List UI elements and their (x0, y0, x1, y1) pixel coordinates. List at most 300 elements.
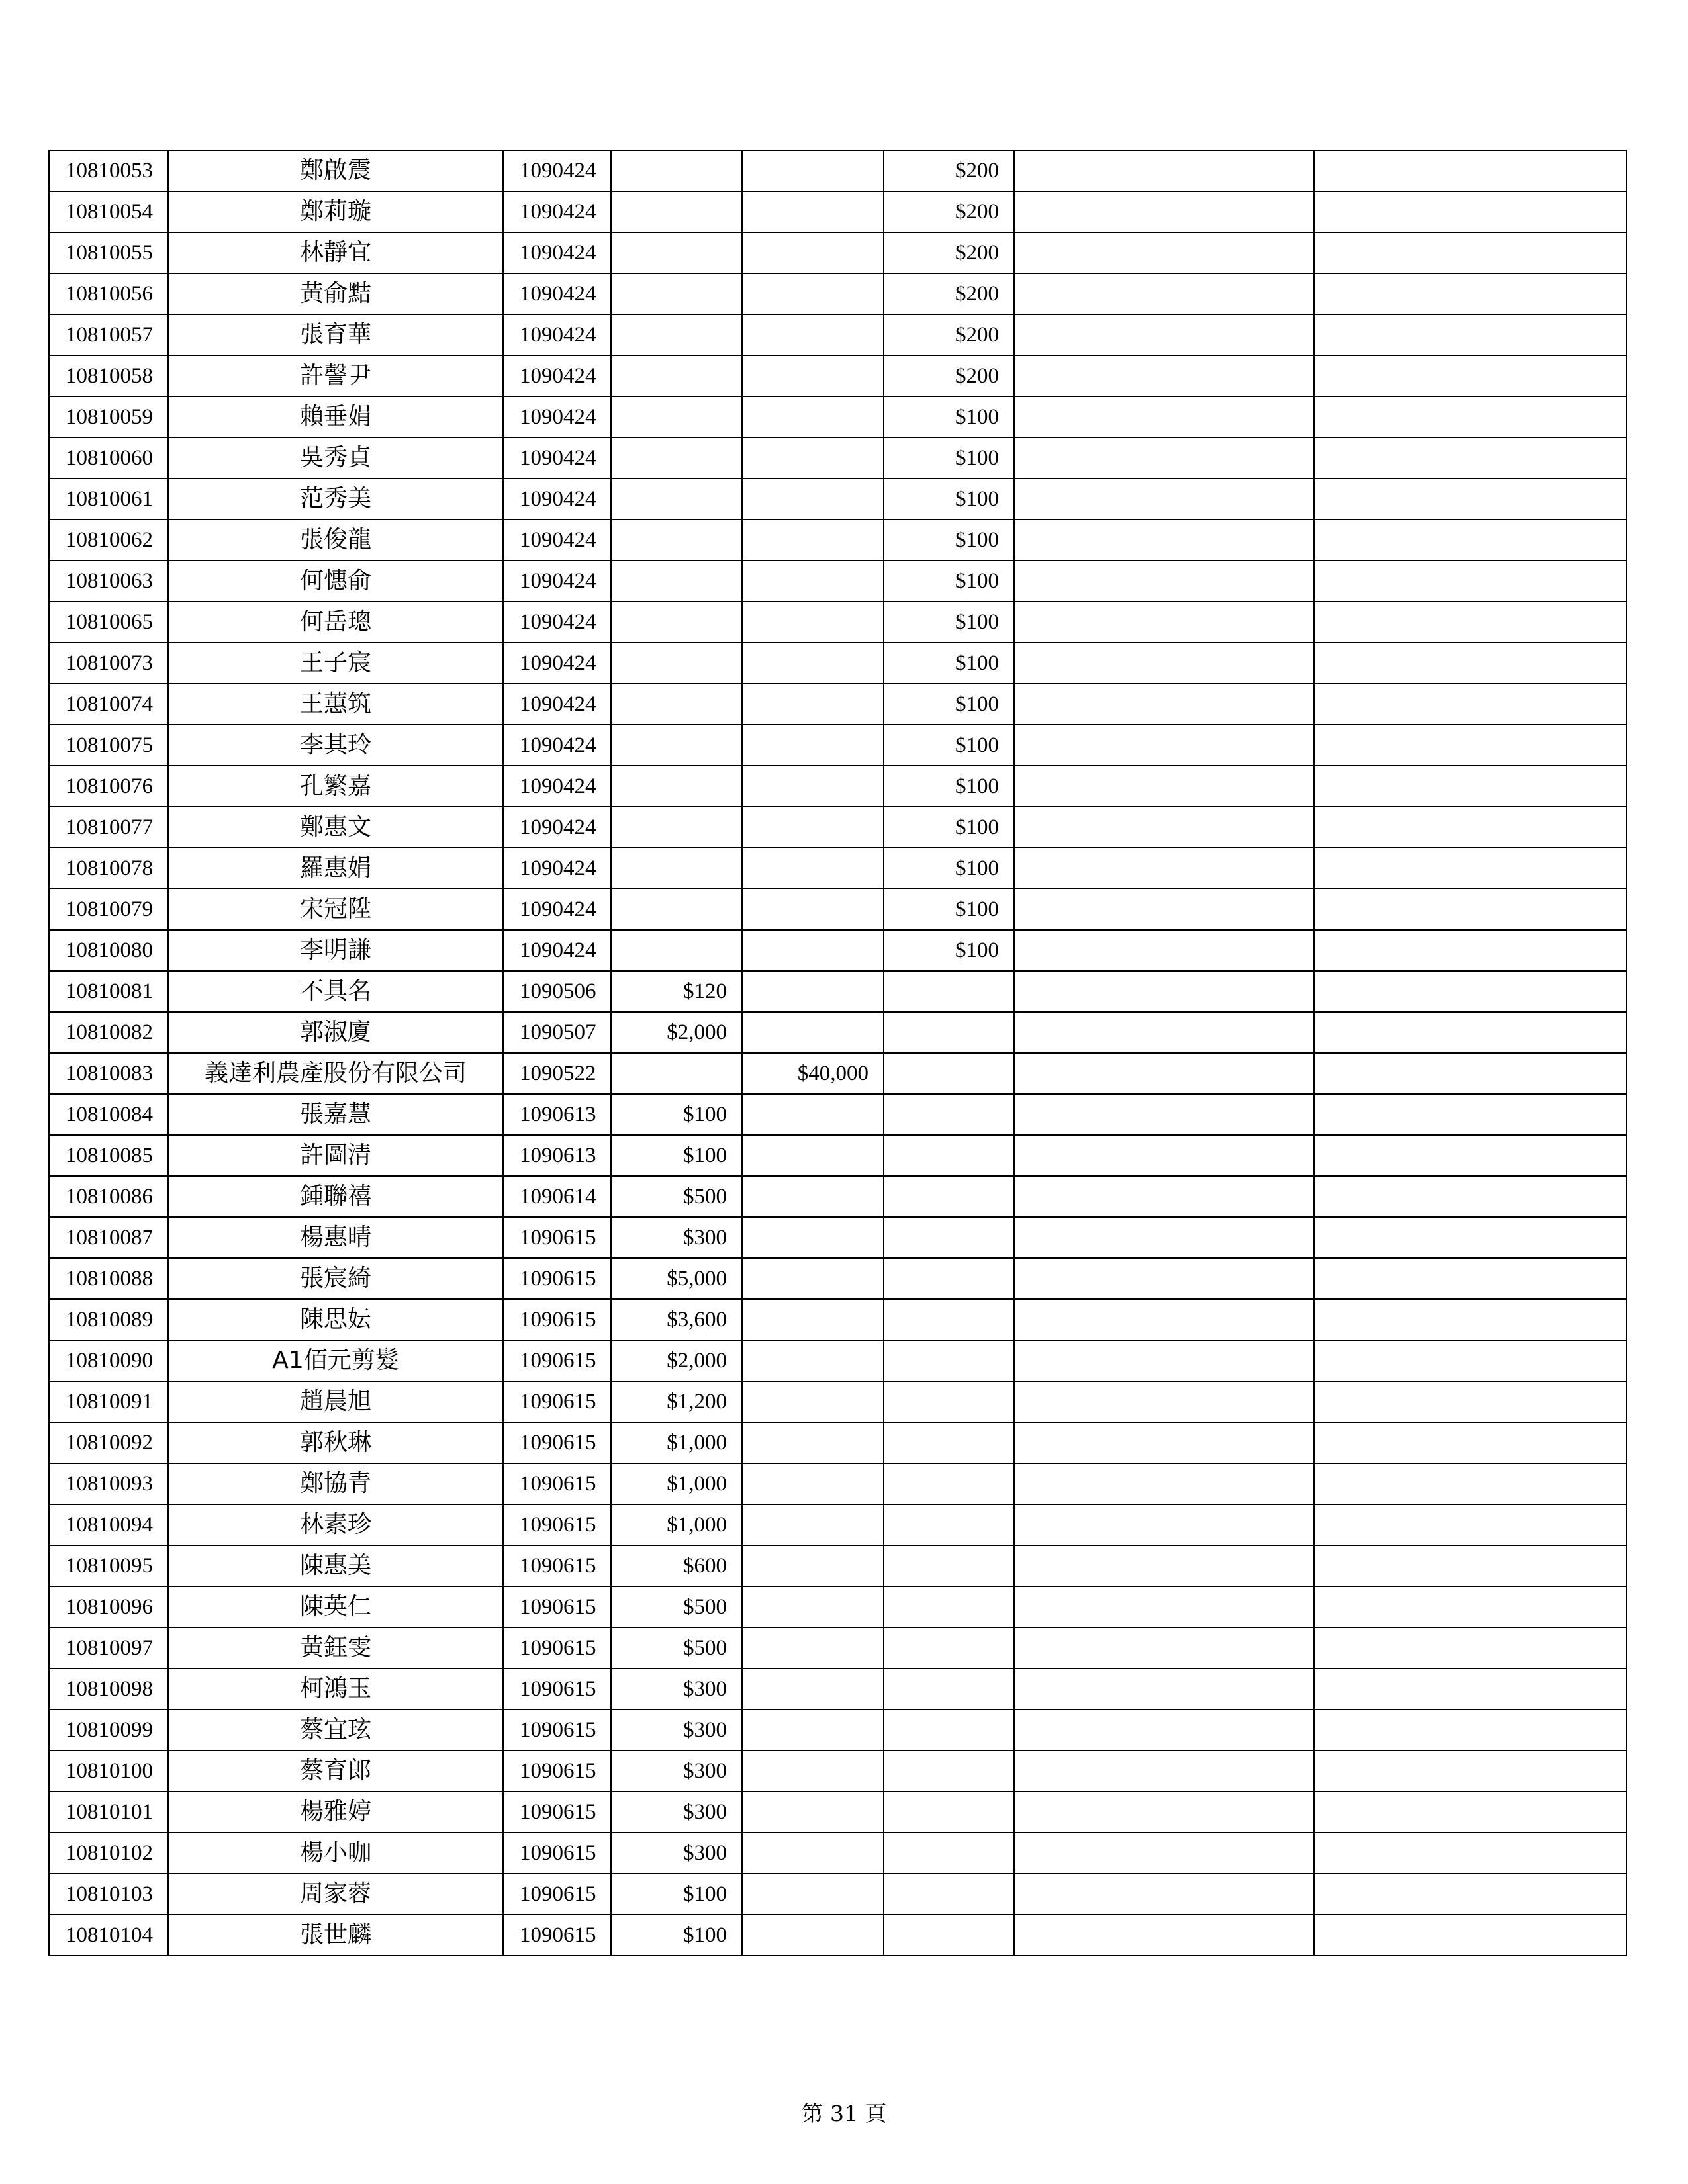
blank-cell-8 (1314, 396, 1626, 437)
cash-amount-cell (611, 396, 742, 437)
donor-name-cell: 柯鴻玉 (168, 1668, 503, 1709)
donor-name-cell: 蔡宜玹 (168, 1709, 503, 1751)
table-row (49, 561, 1626, 602)
blank-cell-7 (1014, 273, 1314, 314)
other-amount-cell: $200 (884, 314, 1014, 355)
donation-date-cell: 1090615 (503, 1504, 611, 1545)
transfer-amount-cell (742, 191, 884, 232)
cash-amount-cell: $1,000 (611, 1463, 742, 1504)
donation-date-cell: 1090424 (503, 561, 611, 602)
blank-cell-8 (1314, 602, 1626, 643)
table-row (49, 1504, 1626, 1545)
blank-cell-7 (1014, 889, 1314, 930)
cash-amount-cell: $100 (611, 1135, 742, 1176)
table-row (49, 1915, 1626, 1956)
table-row (49, 1545, 1626, 1586)
donation-date-cell: 1090613 (503, 1094, 611, 1135)
transfer-amount-cell: $40,000 (742, 1053, 884, 1094)
cash-amount-cell: $600 (611, 1545, 742, 1586)
blank-cell-8 (1314, 150, 1626, 191)
donor-name-cell: 義達利農產股份有限公司 (168, 1053, 503, 1094)
blank-cell-7 (1014, 355, 1314, 396)
blank-cell-8 (1314, 1135, 1626, 1176)
receipt-number-cell: 10810076 (49, 766, 168, 807)
blank-cell-7 (1014, 396, 1314, 437)
blank-cell-7 (1014, 684, 1314, 725)
donor-name-cell: 許圖清 (168, 1135, 503, 1176)
donation-date-cell: 1090615 (503, 1545, 611, 1586)
transfer-amount-cell (742, 1258, 884, 1299)
blank-cell-7 (1014, 643, 1314, 684)
donation-date-cell: 1090522 (503, 1053, 611, 1094)
blank-cell-8 (1314, 643, 1626, 684)
receipt-number-cell: 10810080 (49, 930, 168, 971)
donation-date-cell: 1090424 (503, 437, 611, 478)
blank-cell-8 (1314, 1915, 1626, 1956)
cash-amount-cell (611, 930, 742, 971)
donor-name-cell: 黃俞黠 (168, 273, 503, 314)
table-row (49, 1833, 1626, 1874)
donor-name-cell: 楊惠晴 (168, 1217, 503, 1258)
donor-name-cell: 范秀美 (168, 478, 503, 520)
receipt-number-cell: 10810089 (49, 1299, 168, 1340)
cash-amount-cell: $100 (611, 1874, 742, 1915)
transfer-amount-cell (742, 1586, 884, 1627)
cash-amount-cell: $1,000 (611, 1422, 742, 1463)
table-row (49, 1668, 1626, 1709)
cash-amount-cell: $300 (611, 1217, 742, 1258)
blank-cell-8 (1314, 1709, 1626, 1751)
transfer-amount-cell (742, 643, 884, 684)
table-row (49, 1340, 1626, 1381)
other-amount-cell (884, 1874, 1014, 1915)
transfer-amount-cell (742, 1915, 884, 1956)
table-row (49, 1094, 1626, 1135)
other-amount-cell (884, 1422, 1014, 1463)
blank-cell-8 (1314, 1299, 1626, 1340)
transfer-amount-cell (742, 1012, 884, 1053)
receipt-number-cell: 10810095 (49, 1545, 168, 1586)
blank-cell-8 (1314, 1874, 1626, 1915)
receipt-number-cell: 10810061 (49, 478, 168, 520)
donor-name-cell: 何憓俞 (168, 561, 503, 602)
receipt-number-cell: 10810102 (49, 1833, 168, 1874)
donor-name-cell: 吳秀貞 (168, 437, 503, 478)
receipt-number-cell: 10810065 (49, 602, 168, 643)
table-row (49, 1422, 1626, 1463)
cash-amount-cell: $1,000 (611, 1504, 742, 1545)
other-amount-cell (884, 1176, 1014, 1217)
other-amount-cell (884, 1381, 1014, 1422)
donation-date-cell: 1090424 (503, 889, 611, 930)
receipt-number-cell: 10810086 (49, 1176, 168, 1217)
transfer-amount-cell (742, 273, 884, 314)
donation-date-cell: 1090424 (503, 478, 611, 520)
cash-amount-cell (611, 478, 742, 520)
other-amount-cell: $100 (884, 602, 1014, 643)
blank-cell-7 (1014, 1792, 1314, 1833)
transfer-amount-cell (742, 725, 884, 766)
receipt-number-cell: 10810059 (49, 396, 168, 437)
blank-cell-7 (1014, 1751, 1314, 1792)
cash-amount-cell (611, 273, 742, 314)
blank-cell-7 (1014, 807, 1314, 848)
blank-cell-8 (1314, 1340, 1626, 1381)
cash-amount-cell (611, 725, 742, 766)
donor-name-cell: 李明謙 (168, 930, 503, 971)
donation-date-cell: 1090615 (503, 1915, 611, 1956)
transfer-amount-cell (742, 396, 884, 437)
donation-date-cell: 1090424 (503, 930, 611, 971)
blank-cell-8 (1314, 971, 1626, 1012)
other-amount-cell (884, 1915, 1014, 1956)
receipt-number-cell: 10810077 (49, 807, 168, 848)
transfer-amount-cell (742, 807, 884, 848)
cash-amount-cell: $1,200 (611, 1381, 742, 1422)
cash-amount-cell (611, 807, 742, 848)
donation-date-cell: 1090615 (503, 1833, 611, 1874)
table-row (49, 355, 1626, 396)
other-amount-cell: $100 (884, 807, 1014, 848)
cash-amount-cell: $300 (611, 1709, 742, 1751)
blank-cell-8 (1314, 1053, 1626, 1094)
donation-date-cell: 1090424 (503, 150, 611, 191)
cash-amount-cell: $300 (611, 1668, 742, 1709)
other-amount-cell (884, 1504, 1014, 1545)
blank-cell-7 (1014, 478, 1314, 520)
transfer-amount-cell (742, 684, 884, 725)
transfer-amount-cell (742, 971, 884, 1012)
other-amount-cell: $100 (884, 478, 1014, 520)
blank-cell-7 (1014, 1381, 1314, 1422)
donation-date-cell: 1090615 (503, 1381, 611, 1422)
cash-amount-cell: $100 (611, 1915, 742, 1956)
receipt-number-cell: 10810055 (49, 232, 168, 273)
blank-cell-7 (1014, 1135, 1314, 1176)
donor-name-cell: 張俊龍 (168, 520, 503, 561)
cash-amount-cell (611, 766, 742, 807)
blank-cell-7 (1014, 1217, 1314, 1258)
receipt-number-cell: 10810079 (49, 889, 168, 930)
other-amount-cell: $100 (884, 930, 1014, 971)
cash-amount-cell (611, 314, 742, 355)
table-row (49, 725, 1626, 766)
transfer-amount-cell (742, 1627, 884, 1668)
blank-cell-7 (1014, 1463, 1314, 1504)
donor-name-cell: 楊小咖 (168, 1833, 503, 1874)
table-row (49, 1381, 1626, 1422)
receipt-number-cell: 10810097 (49, 1627, 168, 1668)
cash-amount-cell: $5,000 (611, 1258, 742, 1299)
table-row (49, 766, 1626, 807)
table-row (49, 478, 1626, 520)
blank-cell-8 (1314, 1751, 1626, 1792)
other-amount-cell: $100 (884, 766, 1014, 807)
transfer-amount-cell (742, 1792, 884, 1833)
donation-date-cell: 1090507 (503, 1012, 611, 1053)
donor-name-cell: 林靜宜 (168, 232, 503, 273)
blank-cell-8 (1314, 1627, 1626, 1668)
donation-date-cell: 1090615 (503, 1792, 611, 1833)
other-amount-cell (884, 1217, 1014, 1258)
table-row (49, 1053, 1626, 1094)
receipt-number-cell: 10810098 (49, 1668, 168, 1709)
blank-cell-8 (1314, 1012, 1626, 1053)
table-row (49, 971, 1626, 1012)
table-row (49, 1463, 1626, 1504)
receipt-number-cell: 10810054 (49, 191, 168, 232)
donor-name-cell: 何岳璁 (168, 602, 503, 643)
transfer-amount-cell (742, 150, 884, 191)
transfer-amount-cell (742, 1504, 884, 1545)
table-row (49, 1258, 1626, 1299)
donation-date-cell: 1090424 (503, 807, 611, 848)
donor-name-cell: 林素珍 (168, 1504, 503, 1545)
blank-cell-7 (1014, 1709, 1314, 1751)
table-row (49, 314, 1626, 355)
cash-amount-cell (611, 520, 742, 561)
receipt-number-cell: 10810058 (49, 355, 168, 396)
receipt-number-cell: 10810074 (49, 684, 168, 725)
blank-cell-8 (1314, 1586, 1626, 1627)
other-amount-cell: $100 (884, 848, 1014, 889)
ledger-body (49, 150, 1626, 1956)
receipt-number-cell: 10810092 (49, 1422, 168, 1463)
receipt-number-cell: 10810094 (49, 1504, 168, 1545)
receipt-number-cell: 10810084 (49, 1094, 168, 1135)
other-amount-cell (884, 1258, 1014, 1299)
blank-cell-8 (1314, 232, 1626, 273)
other-amount-cell (884, 1340, 1014, 1381)
blank-cell-8 (1314, 314, 1626, 355)
donor-name-cell: 王蕙筑 (168, 684, 503, 725)
transfer-amount-cell (742, 437, 884, 478)
other-amount-cell: $100 (884, 643, 1014, 684)
receipt-number-cell: 10810056 (49, 273, 168, 314)
blank-cell-7 (1014, 437, 1314, 478)
donor-name-cell: 羅惠娟 (168, 848, 503, 889)
blank-cell-8 (1314, 766, 1626, 807)
blank-cell-7 (1014, 971, 1314, 1012)
donation-date-cell: 1090615 (503, 1422, 611, 1463)
receipt-number-cell: 10810088 (49, 1258, 168, 1299)
table-row (49, 396, 1626, 437)
donor-name-cell: 李其玲 (168, 725, 503, 766)
cash-amount-cell (611, 848, 742, 889)
transfer-amount-cell (742, 1751, 884, 1792)
table-row (49, 1176, 1626, 1217)
table-row (49, 1135, 1626, 1176)
cash-amount-cell: $3,600 (611, 1299, 742, 1340)
other-amount-cell: $200 (884, 191, 1014, 232)
transfer-amount-cell (742, 766, 884, 807)
donation-date-cell: 1090424 (503, 602, 611, 643)
transfer-amount-cell (742, 1668, 884, 1709)
donor-name-cell: 蔡育郎 (168, 1751, 503, 1792)
blank-cell-7 (1014, 1915, 1314, 1956)
other-amount-cell (884, 971, 1014, 1012)
donor-name-cell: 黃鈺雯 (168, 1627, 503, 1668)
donor-name-cell: 張世麟 (168, 1915, 503, 1956)
blank-cell-7 (1014, 314, 1314, 355)
table-row (49, 848, 1626, 889)
cash-amount-cell (611, 643, 742, 684)
receipt-number-cell: 10810093 (49, 1463, 168, 1504)
cash-amount-cell (611, 232, 742, 273)
blank-cell-8 (1314, 561, 1626, 602)
blank-cell-8 (1314, 1258, 1626, 1299)
table-row (49, 684, 1626, 725)
blank-cell-7 (1014, 1176, 1314, 1217)
cash-amount-cell: $300 (611, 1792, 742, 1833)
transfer-amount-cell (742, 1709, 884, 1751)
cash-amount-cell: $120 (611, 971, 742, 1012)
other-amount-cell: $200 (884, 150, 1014, 191)
blank-cell-8 (1314, 1381, 1626, 1422)
blank-cell-7 (1014, 232, 1314, 273)
donation-date-cell: 1090615 (503, 1751, 611, 1792)
table-row (49, 1627, 1626, 1668)
other-amount-cell (884, 1627, 1014, 1668)
receipt-number-cell: 10810053 (49, 150, 168, 191)
donor-name-cell: 陳惠美 (168, 1545, 503, 1586)
transfer-amount-cell (742, 602, 884, 643)
other-amount-cell (884, 1135, 1014, 1176)
blank-cell-7 (1014, 1422, 1314, 1463)
donation-date-cell: 1090615 (503, 1463, 611, 1504)
cash-amount-cell: $300 (611, 1833, 742, 1874)
receipt-number-cell: 10810075 (49, 725, 168, 766)
receipt-number-cell: 10810083 (49, 1053, 168, 1094)
other-amount-cell (884, 1463, 1014, 1504)
donation-date-cell: 1090615 (503, 1258, 611, 1299)
blank-cell-7 (1014, 1545, 1314, 1586)
cash-amount-cell: $300 (611, 1751, 742, 1792)
table-row (49, 1012, 1626, 1053)
transfer-amount-cell (742, 1833, 884, 1874)
table-row (49, 1586, 1626, 1627)
blank-cell-7 (1014, 561, 1314, 602)
donor-name-cell: 許謦尹 (168, 355, 503, 396)
other-amount-cell (884, 1709, 1014, 1751)
receipt-number-cell: 10810062 (49, 520, 168, 561)
blank-cell-8 (1314, 1463, 1626, 1504)
donation-date-cell: 1090615 (503, 1627, 611, 1668)
transfer-amount-cell (742, 889, 884, 930)
other-amount-cell (884, 1299, 1014, 1340)
donation-date-cell: 1090424 (503, 684, 611, 725)
blank-cell-8 (1314, 191, 1626, 232)
transfer-amount-cell (742, 848, 884, 889)
donor-name-cell: 不具名 (168, 971, 503, 1012)
blank-cell-7 (1014, 1504, 1314, 1545)
other-amount-cell (884, 1012, 1014, 1053)
donor-name-cell: 陳思妘 (168, 1299, 503, 1340)
donor-name-cell: 趙晨旭 (168, 1381, 503, 1422)
cash-amount-cell: $500 (611, 1627, 742, 1668)
transfer-amount-cell (742, 1874, 884, 1915)
transfer-amount-cell (742, 1545, 884, 1586)
other-amount-cell: $100 (884, 520, 1014, 561)
cash-amount-cell (611, 684, 742, 725)
blank-cell-7 (1014, 602, 1314, 643)
blank-cell-8 (1314, 1176, 1626, 1217)
donor-name-cell: 宋冠陞 (168, 889, 503, 930)
blank-cell-8 (1314, 807, 1626, 848)
table-row (49, 1792, 1626, 1833)
table-row (49, 273, 1626, 314)
receipt-number-cell: 10810101 (49, 1792, 168, 1833)
receipt-number-cell: 10810096 (49, 1586, 168, 1627)
table-row (49, 520, 1626, 561)
blank-cell-7 (1014, 1258, 1314, 1299)
blank-cell-7 (1014, 766, 1314, 807)
donor-name-cell: 王子宸 (168, 643, 503, 684)
cash-amount-cell (611, 561, 742, 602)
donation-date-cell: 1090615 (503, 1586, 611, 1627)
blank-cell-7 (1014, 1627, 1314, 1668)
transfer-amount-cell (742, 1217, 884, 1258)
receipt-number-cell: 10810091 (49, 1381, 168, 1422)
cash-amount-cell (611, 437, 742, 478)
table-row (49, 232, 1626, 273)
donor-name-cell: 鄭莉璇 (168, 191, 503, 232)
table-row (49, 1709, 1626, 1751)
donation-date-cell: 1090424 (503, 273, 611, 314)
blank-cell-7 (1014, 150, 1314, 191)
donation-date-cell: 1090424 (503, 396, 611, 437)
blank-cell-8 (1314, 273, 1626, 314)
donation-date-cell: 1090613 (503, 1135, 611, 1176)
table-row (49, 930, 1626, 971)
donor-name-cell: 鍾聯禧 (168, 1176, 503, 1217)
donation-date-cell: 1090615 (503, 1340, 611, 1381)
other-amount-cell (884, 1668, 1014, 1709)
transfer-amount-cell (742, 355, 884, 396)
transfer-amount-cell (742, 1135, 884, 1176)
table-row (49, 150, 1626, 191)
blank-cell-7 (1014, 848, 1314, 889)
table-row (49, 1751, 1626, 1792)
cash-amount-cell: $2,000 (611, 1340, 742, 1381)
transfer-amount-cell (742, 478, 884, 520)
table-row (49, 643, 1626, 684)
other-amount-cell: $200 (884, 355, 1014, 396)
table-row (49, 807, 1626, 848)
receipt-number-cell: 10810104 (49, 1915, 168, 1956)
other-amount-cell: $200 (884, 273, 1014, 314)
cash-amount-cell (611, 150, 742, 191)
donor-name-cell: 陳英仁 (168, 1586, 503, 1627)
donation-date-cell: 1090424 (503, 232, 611, 273)
blank-cell-8 (1314, 355, 1626, 396)
table-row (49, 1217, 1626, 1258)
blank-cell-8 (1314, 1094, 1626, 1135)
transfer-amount-cell (742, 1422, 884, 1463)
donation-date-cell: 1090615 (503, 1709, 611, 1751)
blank-cell-8 (1314, 889, 1626, 930)
cash-amount-cell (611, 889, 742, 930)
blank-cell-7 (1014, 1094, 1314, 1135)
cash-amount-cell: $500 (611, 1176, 742, 1217)
transfer-amount-cell (742, 1299, 884, 1340)
donor-name-cell: 郭秋琳 (168, 1422, 503, 1463)
table-row (49, 1299, 1626, 1340)
donor-name-cell: 鄭惠文 (168, 807, 503, 848)
blank-cell-8 (1314, 1668, 1626, 1709)
cash-amount-cell: $100 (611, 1094, 742, 1135)
transfer-amount-cell (742, 1094, 884, 1135)
